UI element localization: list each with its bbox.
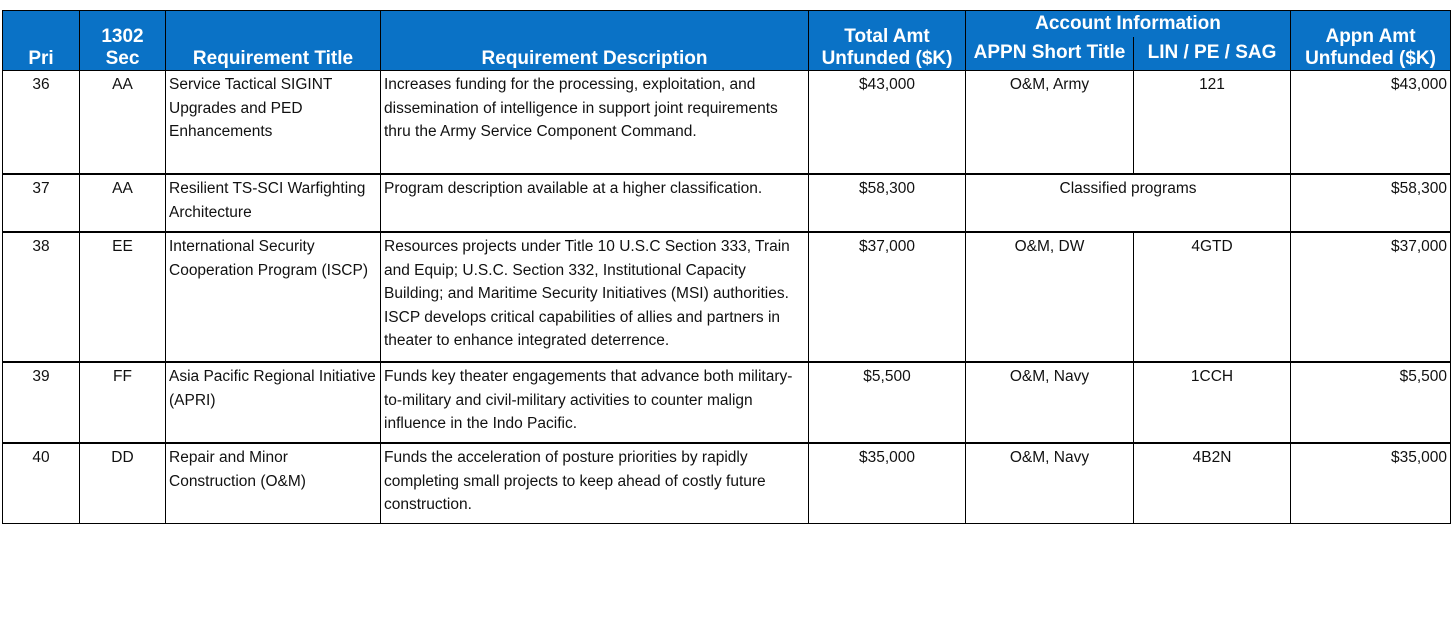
header-appn-amt-line1: Appn Amt [1325, 26, 1416, 47]
cell-sec: FF [80, 362, 166, 443]
cell-account-merged: Classified programs [966, 174, 1291, 232]
header-pri-label: Pri [28, 48, 54, 69]
cell-total: $37,000 [809, 232, 966, 362]
header-sec [80, 11, 166, 71]
cell-description: Funds the acceleration of posture priorities by rapidly completing small projects to keep ahead of costly future construction. [381, 443, 809, 524]
cell-appn-short: O&M, Army [966, 71, 1134, 175]
cell-lin: 121 [1134, 71, 1291, 175]
cell-pri: 38 [3, 232, 80, 362]
table-row [3, 362, 1451, 443]
unfunded-requirements-table [2, 10, 1451, 524]
cell-title: International Security Cooperation Program (ISCP) [166, 232, 381, 362]
header-pri [3, 11, 80, 71]
cell-description: Funds key theater engagements that advance both military-to-military and civil-military activities to counter malign influence in the Indo Pacific. [381, 362, 809, 443]
cell-sec: AA [80, 71, 166, 175]
header-title [166, 11, 381, 71]
cell-title: Repair and Minor Construction (O&M) [166, 443, 381, 524]
header-lin-label: LIN / PE / SAG [1147, 42, 1277, 64]
header-description [381, 11, 809, 71]
table-row [3, 174, 1451, 232]
cell-total: $5,500 [809, 362, 966, 443]
cell-pri: 37 [3, 174, 80, 232]
cell-appn-amt: $35,000 [1291, 443, 1451, 524]
header-lin [1134, 37, 1291, 71]
header-description-label: Requirement Description [481, 48, 708, 69]
cell-total: $43,000 [809, 71, 966, 175]
cell-appn-short: O&M, DW [966, 232, 1134, 362]
cell-appn-amt: $43,000 [1291, 71, 1451, 175]
header-appn-amt [1291, 11, 1451, 71]
cell-total: $35,000 [809, 443, 966, 524]
header-appn-short-label: APPN Short Title [973, 42, 1126, 64]
cell-pri: 39 [3, 362, 80, 443]
unfunded-requirements-table-container [2, 10, 1451, 524]
cell-sec: EE [80, 232, 166, 362]
header-total-line2: Unfunded ($K) [821, 48, 953, 69]
cell-pri: 36 [3, 71, 80, 175]
table-row [3, 443, 1451, 524]
header-title-label: Requirement Title [192, 48, 354, 69]
cell-sec: AA [80, 174, 166, 232]
cell-sec: DD [80, 443, 166, 524]
cell-title: Asia Pacific Regional Initiative (APRI) [166, 362, 381, 443]
header-account-group [966, 11, 1291, 37]
header-total [809, 11, 966, 71]
cell-appn-amt: $37,000 [1291, 232, 1451, 362]
cell-lin: 4B2N [1134, 443, 1291, 524]
header-row-top [3, 11, 1451, 37]
header-sec-line1: 1302 [101, 26, 144, 47]
cell-lin: 1CCH [1134, 362, 1291, 443]
cell-description: Resources projects under Title 10 U.S.C Section 333, Train and Equip; U.S.C. Section 332, Institutional Capacity Building; and Maritime Security Initiatives (MSI) authorities. ISCP develops critical capabilities of allies and partners in theater to enhance integrated deterrence. [381, 232, 809, 362]
cell-appn-short: O&M, Navy [966, 443, 1134, 524]
header-total-line1: Total Amt [844, 26, 930, 47]
cell-description: Program description available at a higher classification. [381, 174, 809, 232]
table-row [3, 232, 1451, 362]
cell-description: Increases funding for the processing, exploitation, and dissemination of intelligence in support joint requirements thru the Army Service Component Command. [381, 71, 809, 175]
cell-title: Resilient TS-SCI Warfighting Architecture [166, 174, 381, 232]
table-row [3, 71, 1451, 175]
cell-appn-short: O&M, Navy [966, 362, 1134, 443]
cell-appn-amt: $58,300 [1291, 174, 1451, 232]
cell-lin: 4GTD [1134, 232, 1291, 362]
cell-title: Service Tactical SIGINT Upgrades and PED Enhancements [166, 71, 381, 175]
header-appn-short [966, 37, 1134, 71]
header-appn-amt-line2: Unfunded ($K) [1305, 48, 1436, 69]
header-account-group-label: Account Information [1035, 12, 1221, 34]
cell-total: $58,300 [809, 174, 966, 232]
cell-appn-amt: $5,500 [1291, 362, 1451, 443]
cell-pri: 40 [3, 443, 80, 524]
header-sec-line2: Sec [105, 48, 140, 69]
